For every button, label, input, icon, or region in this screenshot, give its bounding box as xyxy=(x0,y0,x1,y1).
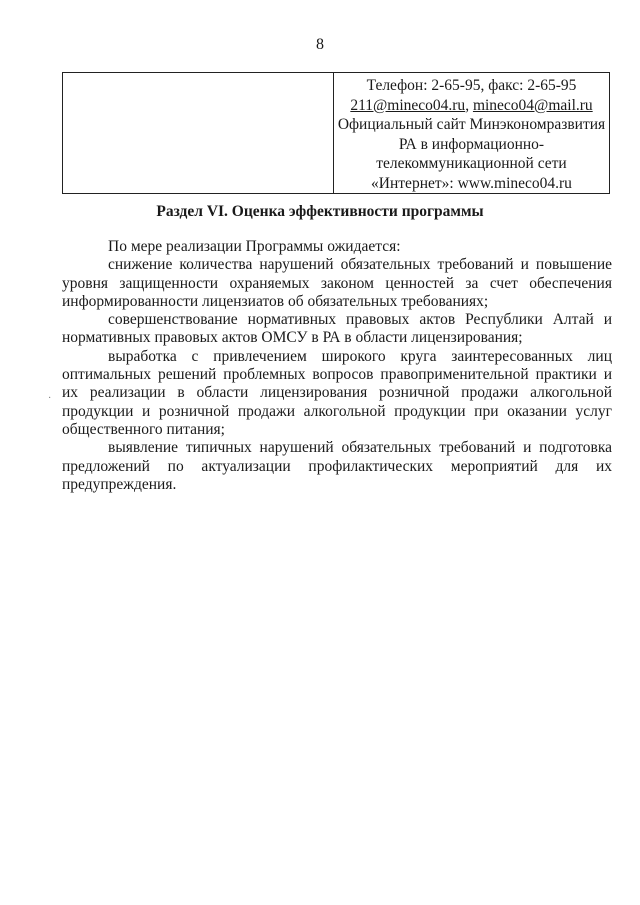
section-title: Раздел VI. Оценка эффективности программы xyxy=(156,203,484,220)
email-link-2[interactable]: mineco04@mail.ru xyxy=(472,96,593,114)
body-paragraph-intro: По мере реализации Программы ожидается: xyxy=(108,238,401,255)
email-separator: , xyxy=(465,96,473,114)
contact-site-line-3: телекоммуникационной сети xyxy=(376,155,567,172)
page-number: 8 xyxy=(316,36,324,53)
body-paragraph-2: совершенствование нормативных правовых актов Республики Алтай и нормативных правовых актов ОМСУ в РА в области лицензирования; xyxy=(62,311,612,347)
body-paragraph-4: выявление типичных нарушений обязательных требований и подготовка предложений по актуализации профилактических мероприятий для их предупреждения. xyxy=(62,439,612,493)
contact-email-line xyxy=(334,96,609,116)
margin-mark: · xyxy=(48,393,52,404)
contact-info-cell xyxy=(334,73,610,194)
contact-site-line-1: Официальный сайт Минэкономразвития xyxy=(337,116,606,133)
body-paragraph-3: выработка с привлечением широкого круга заинтересованных лиц оптимальных решений проблемных вопросов правоприменительной практики и их реализации в области лицензирования розничной продажи алкогольной продукции и розничной продажи алкогольной продукции при оказании услуг общественного питания; xyxy=(62,347,612,438)
contact-site-line-2: РА в информационно- xyxy=(398,135,545,153)
contact-table-empty-cell xyxy=(63,73,334,194)
section-body xyxy=(62,238,612,494)
contact-table xyxy=(62,72,610,194)
email-link-1[interactable]: 211@mineco04.ru xyxy=(350,96,466,114)
contact-phone-line: Телефон: 2-65-95, факс: 2-65-95 xyxy=(366,77,577,94)
contact-site-line-4: «Интернет»: www.mineco04.ru xyxy=(371,174,572,192)
body-paragraph-1: снижение количества нарушений обязательных требований и повышение уровня защищенности охраняемых законом ценностей за счет обеспечения информированности лицензиатов об обязательных требованиях; xyxy=(62,256,612,310)
